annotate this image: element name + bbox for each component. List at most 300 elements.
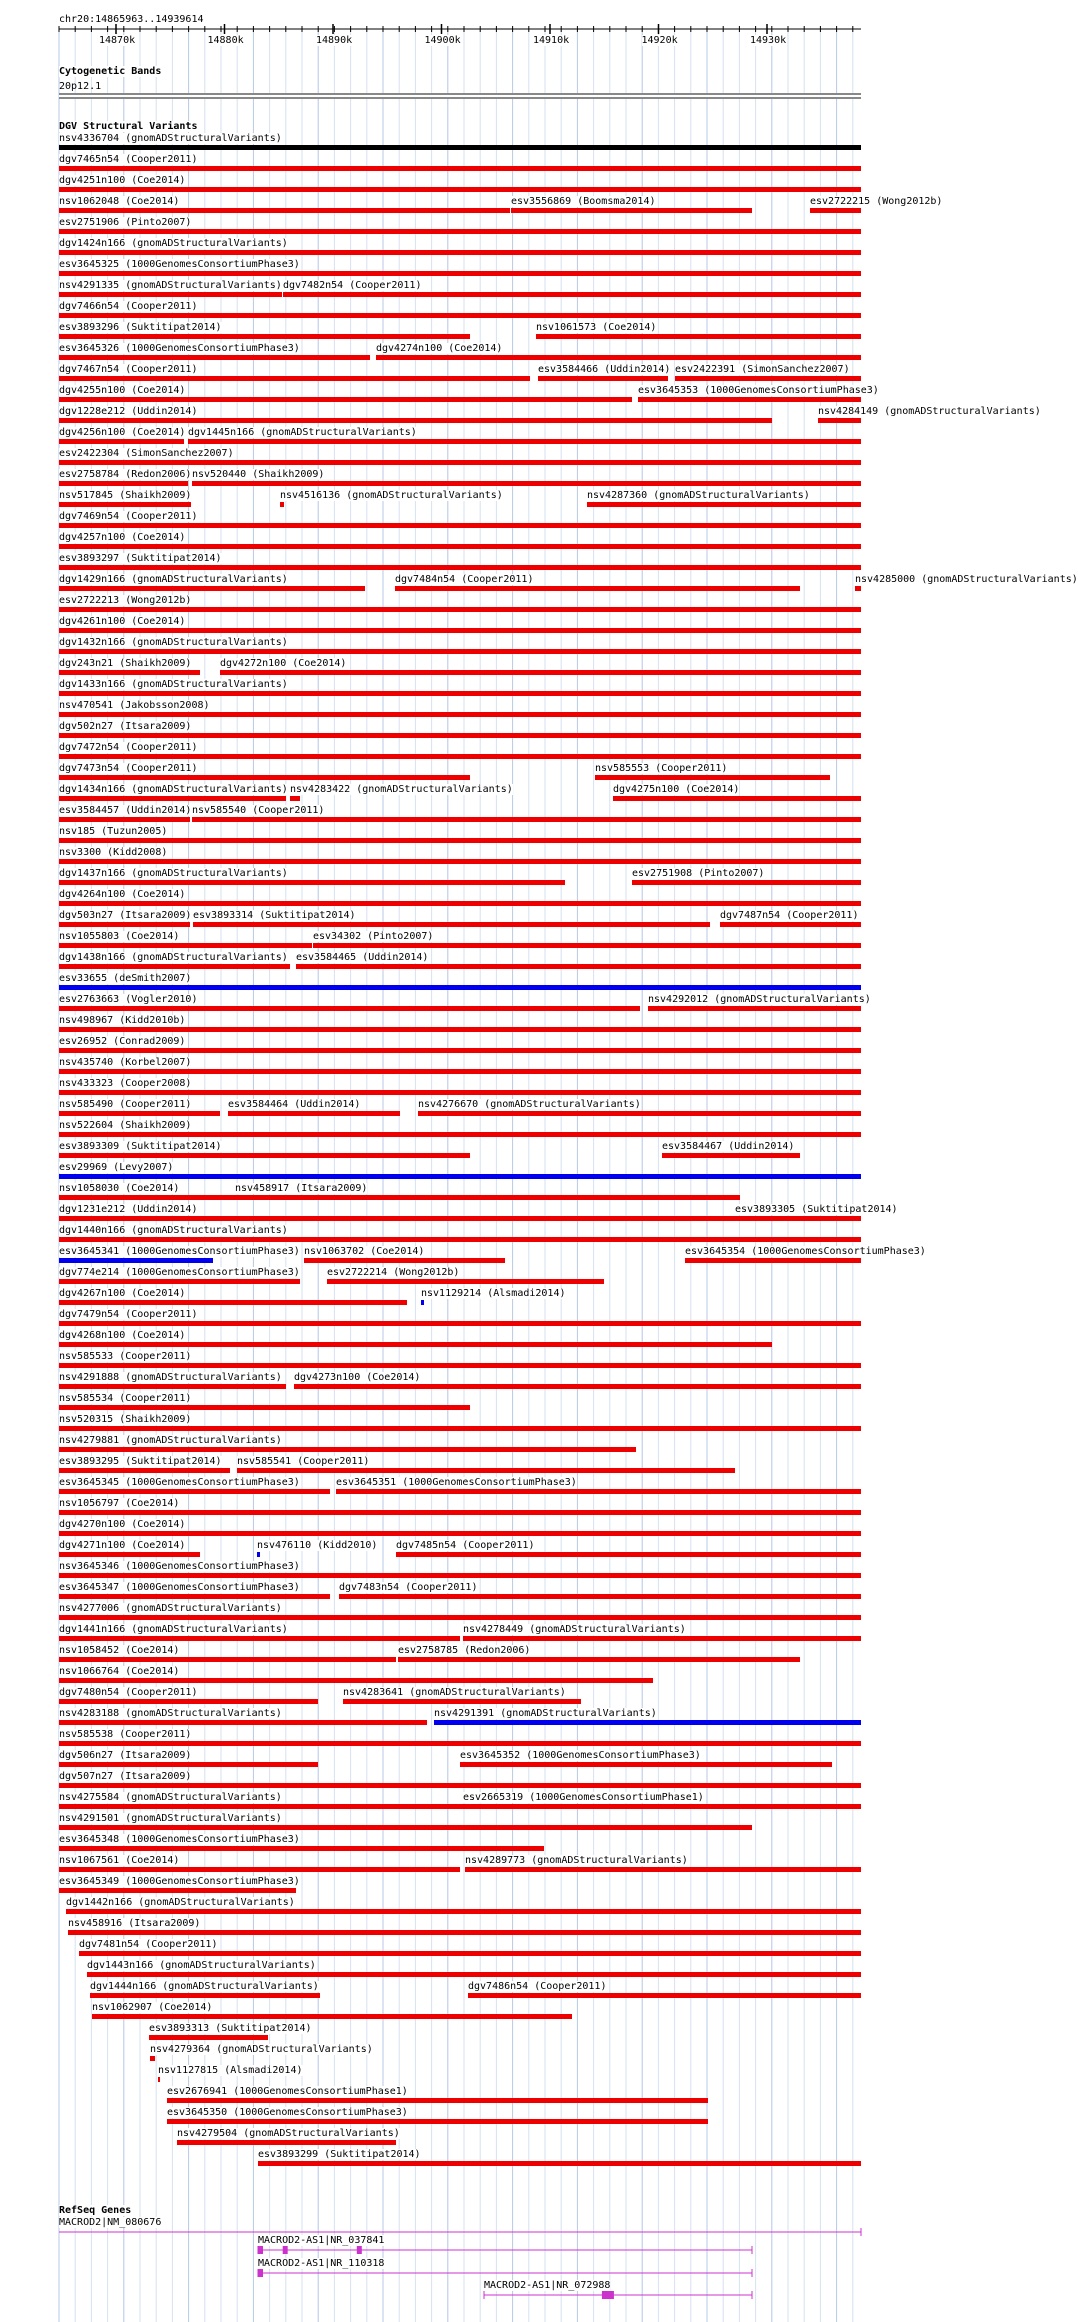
variant-bar[interactable] [283,292,861,297]
gene-label: MACROD2-AS1|NR_037841 [258,2235,385,2246]
variant-label: esv2763663 (Vogler2010) [59,994,198,1005]
ruler-tick-label: 14930k [750,35,787,46]
variant-label: esv3584466 (Uddin2014) [538,364,671,375]
variant-label: dgv4273n100 (Coe2014) [294,1372,421,1383]
variant-label: dgv7486n54 (Cooper2011) [468,1981,607,1992]
variant-label: esv3645325 (1000GenomesConsortiumPhase3) [59,259,300,270]
variant-label: dgv4275n100 (Coe2014) [613,784,740,795]
variant-bar[interactable] [290,796,300,801]
variant-bar[interactable] [294,1384,861,1389]
variant-bar[interactable] [810,208,861,213]
variant-bar[interactable] [59,1342,772,1347]
variant-bar[interactable] [92,2014,572,2019]
variant-label: dgv4274n100 (Coe2014) [376,343,503,354]
variant-bar[interactable] [59,1720,427,1725]
variant-bar[interactable] [59,1237,861,1242]
variant-bar[interactable] [192,817,861,822]
variant-bar[interactable] [59,943,312,948]
variant-bar[interactable] [59,1468,230,1473]
variant-bar[interactable] [59,1090,861,1095]
variant-label: dgv7466n54 (Cooper2011) [59,301,198,312]
variant-label: dgv1442n166 (gnomADStructuralVariants) [66,1897,295,1908]
variant-label: nsv4336704 (gnomADStructuralVariants) [59,133,282,144]
variant-label: nsv585490 (Cooper2011) [59,1099,192,1110]
variant-label: dgv1444n166 (gnomADStructuralVariants) [90,1981,319,1992]
variant-bar[interactable] [465,1867,861,1872]
variant-label: esv3645345 (1000GenomesConsortiumPhase3) [59,1477,300,1488]
variant-bar[interactable] [59,523,861,528]
variant-label: nsv522604 (Shaikh2009) [59,1120,192,1131]
variant-label: dgv1438n166 (gnomADStructuralVariants) [59,952,288,963]
variant-label: dgv7480n54 (Cooper2011) [59,1687,198,1698]
gene-exon [283,2246,288,2254]
variant-bar[interactable] [59,1510,861,1515]
variant-bar[interactable] [59,649,861,654]
variant-bar[interactable] [613,796,861,801]
ruler-tick-label: 14870k [99,35,136,46]
variant-label: dgv774e214 (1000GenomesConsortiumPhase3) [59,1267,300,1278]
variant-label: nsv1058030 (Coe2014) [59,1183,180,1194]
variant-label: dgv7483n54 (Cooper2011) [339,1582,478,1593]
variant-label: dgv7469n54 (Cooper2011) [59,511,198,522]
variant-label: nsv4284149 (gnomADStructuralVariants) [818,406,1041,417]
variant-label: dgv1443n166 (gnomADStructuralVariants) [87,1960,316,1971]
variant-label: esv3893313 (Suktitipat2014) [149,2023,312,2034]
variant-bar[interactable] [257,1552,260,1557]
variant-bar[interactable] [59,1279,300,1284]
gene-exon [357,2246,362,2254]
variant-bar[interactable] [87,1972,861,1977]
variant-bar[interactable] [59,1762,318,1767]
variant-bar[interactable] [59,145,861,150]
variant-bar[interactable] [59,1657,396,1662]
variant-bar[interactable] [59,712,861,717]
variant-bar[interactable] [79,1951,861,1956]
variant-label: nsv520315 (Shaikh2009) [59,1414,192,1425]
variant-bar[interactable] [855,586,861,591]
variant-bar[interactable] [632,880,861,885]
variant-label: nsv1055803 (Coe2014) [59,931,180,942]
cytoband-label: 20p12.1 [59,81,102,92]
variant-label: esv2722213 (Wong2012b) [59,595,192,606]
variant-bar[interactable] [59,481,188,486]
variant-label: dgv1437n166 (gnomADStructuralVariants) [59,868,288,879]
variant-label: dgv4267n100 (Coe2014) [59,1288,186,1299]
variant-bar[interactable] [150,2056,155,2061]
variant-label: dgv1441n166 (gnomADStructuralVariants) [59,1624,288,1635]
variant-bar[interactable] [167,2098,708,2103]
variant-bar[interactable] [149,2035,268,2040]
variant-bar[interactable] [59,1111,220,1116]
variant-label: dgv1440n166 (gnomADStructuralVariants) [59,1225,288,1236]
variant-label: nsv4279504 (gnomADStructuralVariants) [177,2128,400,2139]
variant-bar[interactable] [59,397,632,402]
variant-bar[interactable] [177,2140,396,2145]
variant-bar[interactable] [59,1405,470,1410]
variant-bar[interactable] [59,691,861,696]
locus-label: chr20:14865963..14939614 [59,14,204,25]
variant-label: esv3645341 (1000GenomesConsortiumPhase3) [59,1246,300,1257]
variant-bar[interactable] [59,754,861,759]
gene-label: MACROD2-AS1|NR_072988 [484,2280,611,2291]
variant-bar[interactable] [818,418,861,423]
variant-bar[interactable] [59,1300,407,1305]
gene-exon [602,2291,614,2299]
variant-label: esv2422391 (SimonSanchez2007) [675,364,850,375]
variant-label: dgv7485n54 (Cooper2011) [396,1540,535,1551]
variant-label: esv3645350 (1000GenomesConsortiumPhase3) [167,2107,408,2118]
variant-label: dgv7487n54 (Cooper2011) [720,910,859,921]
variant-label: esv3893296 (Suktitipat2014) [59,322,222,333]
variant-bar[interactable] [59,271,861,276]
variant-bar[interactable] [59,1678,653,1683]
variant-bar[interactable] [685,1258,861,1263]
variant-label: nsv4291501 (gnomADStructuralVariants) [59,1813,282,1824]
variant-label: nsv585533 (Cooper2011) [59,1351,192,1362]
variant-bar[interactable] [59,1174,861,1179]
variant-label: nsv476110 (Kidd2010) [257,1540,378,1551]
variant-bar[interactable] [59,607,861,612]
variant-label: dgv1434n166 (gnomADStructuralVariants) [59,784,288,795]
variant-bar[interactable] [296,964,861,969]
variant-label: nsv185 (Tuzun2005) [59,826,168,837]
variant-bar[interactable] [662,1153,800,1158]
variant-label: dgv1231e212 (Uddin2014) [59,1204,198,1215]
variant-label: nsv520440 (Shaikh2009) [192,469,325,480]
variant-label: nsv4291391 (gnomADStructuralVariants) [434,1708,657,1719]
variant-bar[interactable] [59,1447,636,1452]
variant-label: nsv1062048 (Coe2014) [59,196,180,207]
variant-bar[interactable] [59,1867,460,1872]
variant-bar[interactable] [59,355,370,360]
variant-label: dgv7465n54 (Cooper2011) [59,154,198,165]
variant-bar[interactable] [220,670,861,675]
variant-label: dgv4255n100 (Coe2014) [59,385,186,396]
variant-bar[interactable] [59,1027,861,1032]
variant-label: esv3645347 (1000GenomesConsortiumPhase3) [59,1582,300,1593]
variant-bar[interactable] [66,1909,861,1914]
variant-label: nsv498967 (Kidd2010b) [59,1015,186,1026]
variant-label: dgv7482n54 (Cooper2011) [283,280,422,291]
variant-bar[interactable] [59,292,282,297]
variant-bar[interactable] [675,376,861,381]
variant-bar[interactable] [59,964,290,969]
variant-bar[interactable] [343,1699,581,1704]
variant-bar[interactable] [59,1741,861,1746]
variant-bar[interactable] [59,1153,470,1158]
variant-label: esv3893295 (Suktitipat2014) [59,1456,222,1467]
dgv-track-title[interactable]: DGV Structural Variants [59,121,198,132]
variant-bar[interactable] [59,985,861,990]
variant-label: nsv4292012 (gnomADStructuralVariants) [648,994,871,1005]
variant-label: esv2758785 (Redon2006) [398,1645,531,1656]
variant-label: esv26952 (Conrad2009) [59,1036,186,1047]
variant-label: nsv3300 (Kidd2008) [59,847,168,858]
variant-bar[interactable] [304,1258,505,1263]
variant-label: nsv433323 (Cooper2008) [59,1078,192,1089]
variant-label: esv3893314 (Suktitipat2014) [193,910,356,921]
variant-bar[interactable] [59,502,191,507]
variant-label: nsv3645346 (1000GenomesConsortiumPhase3) [59,1561,300,1572]
variant-label: dgv502n27 (Itsara2009) [59,721,192,732]
variant-label: nsv4278449 (gnomADStructuralVariants) [463,1624,686,1635]
variant-bar[interactable] [376,355,861,360]
variant-bar[interactable] [188,439,861,444]
variant-bar[interactable] [59,922,190,927]
variant-bar[interactable] [59,1069,861,1074]
variant-label: esv2751906 (Pinto2007) [59,217,192,228]
variant-label: nsv4283641 (gnomADStructuralVariants) [343,1687,566,1698]
variant-bar[interactable] [538,376,668,381]
variant-label: nsv458917 (Itsara2009) [235,1183,368,1194]
variant-bar[interactable] [59,250,861,255]
variant-bar[interactable] [59,1825,752,1830]
variant-bar[interactable] [327,1279,604,1284]
variant-label: esv3893309 (Suktitipat2014) [59,1141,222,1152]
variant-bar[interactable] [59,1636,460,1641]
variant-bar[interactable] [59,733,861,738]
variant-bar[interactable] [59,1699,318,1704]
variant-label: nsv585540 (Cooper2011) [192,805,325,816]
ruler-tick-label: 14920k [641,35,678,46]
variant-label: dgv7473n54 (Cooper2011) [59,763,198,774]
variant-bar[interactable] [511,208,752,213]
variant-label: dgv243n21 (Shaikh2009) [59,658,192,669]
variant-label: dgv506n27 (Itsara2009) [59,1750,192,1761]
variant-label: esv2665319 (1000GenomesConsortiumPhase1) [463,1792,704,1803]
variant-bar[interactable] [59,1846,544,1851]
gene-label: MACROD2|NM_080676 [59,2217,162,2228]
variant-bar[interactable] [59,418,772,423]
variant-bar[interactable] [59,586,365,591]
variant-bar[interactable] [59,1426,861,1431]
variant-label: nsv458916 (Itsara2009) [68,1918,201,1929]
variant-label: nsv4516136 (gnomADStructuralVariants) [280,490,503,501]
cytoband-bar[interactable] [59,93,861,99]
variant-bar[interactable] [720,922,861,927]
gene-exon [258,2246,263,2254]
variant-label: nsv470541 (Jakobsson2008) [59,700,210,711]
cytoband-track-title[interactable]: Cytogenetic Bands [59,66,162,77]
variant-label: nsv585534 (Cooper2011) [59,1393,192,1404]
variant-label: nsv1127815 (Alsmadi2014) [158,2065,303,2076]
variant-bar[interactable] [468,1993,861,1998]
ruler-tick-label: 14880k [207,35,244,46]
variant-bar[interactable] [59,901,861,906]
variant-label: dgv7472n54 (Cooper2011) [59,742,198,753]
variant-bar[interactable] [59,1006,640,1011]
variant-label: dgv1424n166 (gnomADStructuralVariants) [59,238,288,249]
variant-label: dgv1228e212 (Uddin2014) [59,406,198,417]
variant-bar[interactable] [59,1783,861,1788]
variant-label: esv3645353 (1000GenomesConsortiumPhase3) [638,385,879,396]
variant-label: dgv4272n100 (Coe2014) [220,658,347,669]
variant-bar[interactable] [59,775,470,780]
variant-label: dgv1433n166 (gnomADStructuralVariants) [59,679,288,690]
variant-label: esv3893297 (Suktitipat2014) [59,553,222,564]
variant-label: dgv4251n100 (Coe2014) [59,175,186,186]
variant-label: nsv4291335 (gnomADStructuralVariants) [59,280,282,291]
variant-label: nsv4275584 (gnomADStructuralVariants) [59,1792,282,1803]
variant-label: dgv7481n54 (Cooper2011) [79,1939,218,1950]
variant-label: dgv4264n100 (Coe2014) [59,889,186,900]
variant-label: nsv435740 (Korbel2007) [59,1057,192,1068]
variant-label: esv3584464 (Uddin2014) [228,1099,361,1110]
variant-bar[interactable] [396,1552,861,1557]
variant-label: esv2722214 (Wong2012b) [327,1267,460,1278]
variant-bar[interactable] [463,1636,861,1641]
variant-bar[interactable] [59,859,861,864]
ruler-tick-label: 14910k [533,35,570,46]
variant-bar[interactable] [59,544,861,549]
variant-label: esv2751908 (Pinto2007) [632,868,765,879]
variant-bar[interactable] [59,838,861,843]
variant-label: esv3584467 (Uddin2014) [662,1141,795,1152]
variant-bar[interactable] [90,1993,320,1998]
variant-label: nsv1058452 (Coe2014) [59,1645,180,1656]
variant-bar[interactable] [59,1489,330,1494]
variant-label: nsv1063702 (Coe2014) [304,1246,425,1257]
variant-label: dgv1432n166 (gnomADStructuralVariants) [59,637,288,648]
variant-label: nsv585541 (Cooper2011) [237,1456,370,1467]
variant-label: esv3645349 (1000GenomesConsortiumPhase3) [59,1876,300,1887]
variant-bar[interactable] [167,2119,708,2124]
variant-bar[interactable] [59,628,861,633]
variant-bar[interactable] [59,187,861,192]
variant-label: nsv1067561 (Coe2014) [59,1855,180,1866]
variant-bar[interactable] [237,1468,735,1473]
variant-label: dgv7479n54 (Cooper2011) [59,1309,198,1320]
variant-bar[interactable] [59,1384,286,1389]
variant-bar[interactable] [59,1258,213,1263]
variant-bar[interactable] [59,1552,200,1557]
variant-bar[interactable] [59,796,286,801]
variant-label: dgv4261n100 (Coe2014) [59,616,186,627]
variant-bar[interactable] [59,1363,861,1368]
variant-bar[interactable] [638,397,861,402]
variant-label: esv3645326 (1000GenomesConsortiumPhase3) [59,343,300,354]
gene-label: MACROD2-AS1|NR_110318 [258,2258,385,2269]
variant-bar[interactable] [398,1657,800,1662]
variant-label: nsv4279364 (gnomADStructuralVariants) [150,2044,373,2055]
gene-exon [258,2269,263,2277]
variant-bar[interactable] [59,880,565,885]
variant-label: esv2422304 (SimonSanchez2007) [59,448,234,459]
variant-bar[interactable] [421,1300,424,1305]
variant-label: esv2722215 (Wong2012b) [810,196,943,207]
variant-bar[interactable] [280,502,284,507]
variant-bar[interactable] [59,334,470,339]
variant-label: nsv1056797 (Coe2014) [59,1498,180,1509]
variant-bar[interactable] [228,1111,400,1116]
variant-bar[interactable] [192,481,861,486]
variant-label: dgv4271n100 (Coe2014) [59,1540,186,1551]
variant-bar[interactable] [59,208,510,213]
variant-bar[interactable] [463,1804,818,1809]
variant-label: nsv585553 (Cooper2011) [595,763,728,774]
variant-bar[interactable] [59,1132,861,1137]
variant-bar[interactable] [59,439,184,444]
variant-label: nsv4285000 (gnomADStructuralVariants) [855,574,1078,585]
variant-label: dgv7467n54 (Cooper2011) [59,364,198,375]
variant-label: dgv4257n100 (Coe2014) [59,532,186,543]
variant-bar[interactable] [59,565,861,570]
variant-bar[interactable] [68,1930,861,1935]
variant-label: esv3645354 (1000GenomesConsortiumPhase3) [685,1246,926,1257]
variant-label: esv2758784 (Redon2006) [59,469,192,480]
variant-bar[interactable] [395,586,800,591]
variant-bar[interactable] [536,334,861,339]
variant-label: nsv4289773 (gnomADStructuralVariants) [465,1855,688,1866]
variant-bar[interactable] [59,313,861,318]
refseq-track-title[interactable]: RefSeq Genes [59,2205,132,2216]
variant-bar[interactable] [648,1006,861,1011]
variant-bar[interactable] [339,1594,861,1599]
variant-label: dgv4270n100 (Coe2014) [59,1519,186,1530]
variant-label: nsv4283188 (gnomADStructuralVariants) [59,1708,282,1719]
variant-bar[interactable] [59,460,861,465]
variant-bar[interactable] [258,2161,861,2166]
variant-bar[interactable] [595,775,830,780]
variant-label: esv3645351 (1000GenomesConsortiumPhase3) [336,1477,577,1488]
variant-bar[interactable] [434,1720,861,1725]
variant-label: nsv1062907 (Coe2014) [92,2002,213,2013]
variant-bar[interactable] [735,1216,861,1221]
variant-label: esv3645348 (1000GenomesConsortiumPhase3) [59,1834,300,1845]
variant-label: nsv517845 (Shaikh2009) [59,490,192,501]
variant-bar[interactable] [193,922,710,927]
variant-bar[interactable] [59,166,861,171]
variant-label: nsv4287360 (gnomADStructuralVariants) [587,490,810,501]
variant-label: nsv1066764 (Coe2014) [59,1666,180,1677]
variant-bar[interactable] [59,1048,861,1053]
variant-bar[interactable] [587,502,861,507]
variant-bar[interactable] [59,817,190,822]
variant-label: esv3584465 (Uddin2014) [296,952,429,963]
variant-label: nsv4279881 (gnomADStructuralVariants) [59,1435,282,1446]
variant-label: nsv4276670 (gnomADStructuralVariants) [418,1099,641,1110]
variant-label: dgv507n27 (Itsara2009) [59,1771,192,1782]
variant-bar[interactable] [313,943,861,948]
variant-bar[interactable] [59,1531,861,1536]
variant-bar[interactable] [235,1195,740,1200]
variant-bar[interactable] [59,1573,861,1578]
variant-bar[interactable] [336,1489,861,1494]
variant-bar[interactable] [59,670,200,675]
variant-label: esv3584457 (Uddin2014) [59,805,192,816]
variant-label: nsv4277006 (gnomADStructuralVariants) [59,1603,282,1614]
variant-bar[interactable] [59,229,861,234]
variant-bar[interactable] [59,1321,861,1326]
variant-bar[interactable] [59,376,530,381]
variant-label: dgv503n27 (Itsara2009) [59,910,192,921]
variant-label: esv2676941 (1000GenomesConsortiumPhase1) [167,2086,408,2097]
variant-bar[interactable] [59,1888,296,1893]
variant-bar[interactable] [418,1111,861,1116]
variant-bar[interactable] [59,1594,330,1599]
variant-bar[interactable] [59,1216,735,1221]
variant-label: nsv1061573 (Coe2014) [536,322,657,333]
variant-label: dgv4268n100 (Coe2014) [59,1330,186,1341]
variant-label: dgv1445n166 (gnomADStructuralVariants) [188,427,417,438]
variant-bar[interactable] [59,1615,861,1620]
variant-label: esv3645352 (1000GenomesConsortiumPhase3) [460,1750,701,1761]
variant-label: esv29969 (Levy2007) [59,1162,174,1173]
variant-label: dgv4256n100 (Coe2014) [59,427,186,438]
variant-label: nsv1129214 (Alsmadi2014) [421,1288,566,1299]
variant-bar[interactable] [158,2077,160,2082]
variant-bar[interactable] [460,1762,832,1767]
